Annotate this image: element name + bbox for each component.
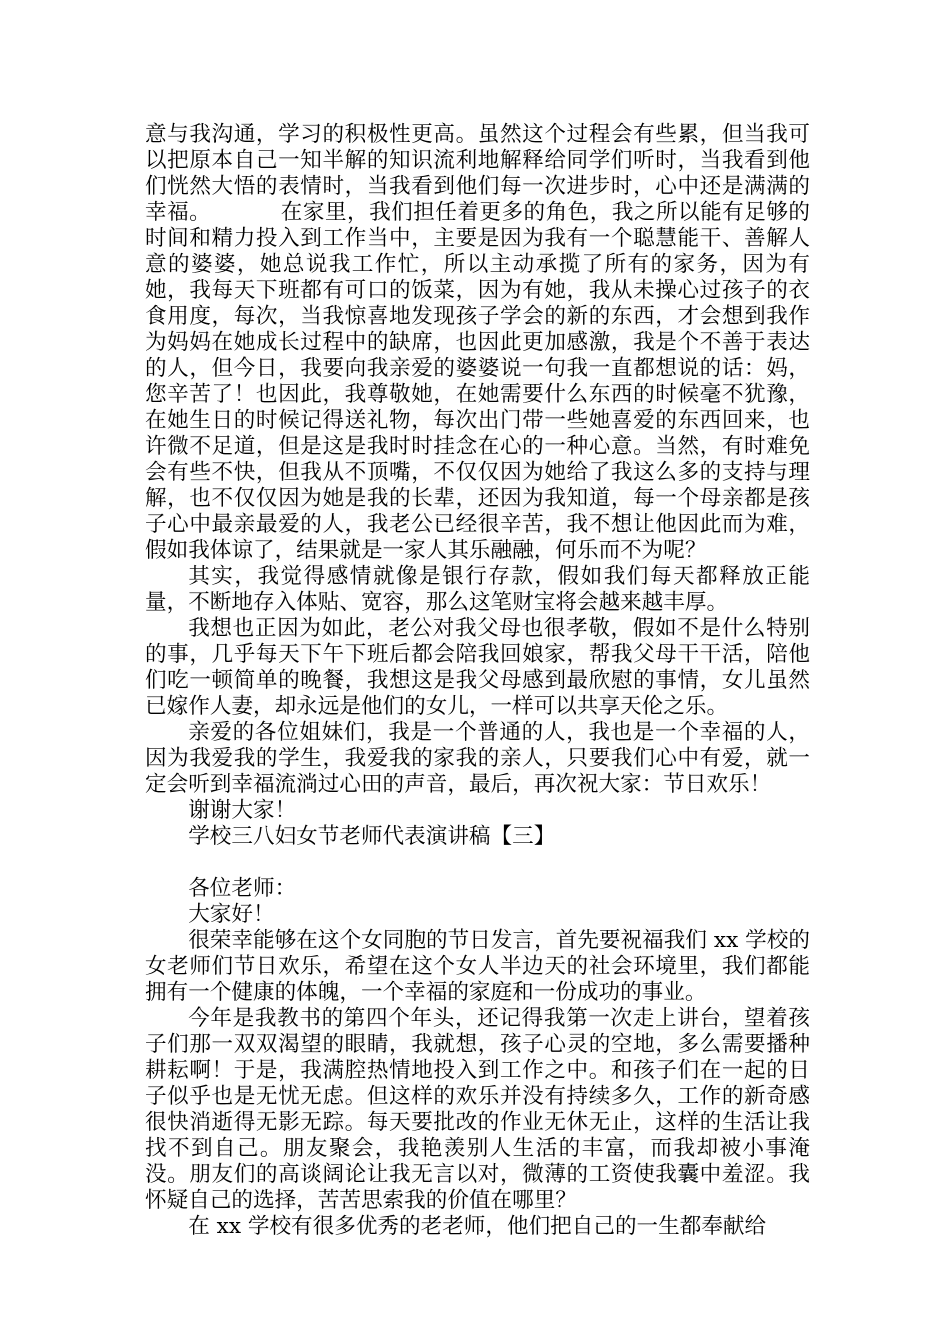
paragraph-closing: 亲爱的各位姐妹们，我是一个普通的人，我也是一个幸福的人，因为我爱我的学生，我爱我的家我的亲人，只要我们心中有爱，就一定会听到幸福流淌过心田的声音，最后，再次祝大家：节日欢乐！ [145,720,810,797]
paragraph-continuation [145,122,810,564]
paragraph-family-text: 在家里，我们担任着更多的角色，我之所以能有足够的时间和精力投入到工作当中，主要是因为我有一个聪慧能干、善解人意的婆婆，她总说我工作忙，所以主动承揽了所有的家务，因为有她，我每天下班都有可口的饭菜，因为有她，我从未操心过孩子的衣食用度，每次，当我惊喜地发现孩子学会的新的东西，才会想到我作为妈妈在她成长过程中的缺席，也因此更加感激，我是个不善于表达的人，但今日，我要向我亲爱的婆婆说一句我一直都想说的话：妈，您辛苦了！也因此，我尊敬她，在她需要什么东西的时候毫不犹豫，在她生日的时候记得送礼物，每次出门带一些她喜爱的东西回来，也许微不足道，但是这是我时时挂念在心的一种心意。当然，有时难免会有些不快，但我从不顶嘴，不仅仅因为她给了我这么多的支持与理解，也不仅仅因为她是我的长辈，还因为我知道，每一个母亲都是孩子心中最亲最爱的人，我老公已经很辛苦，我不想让他因此而为难，假如我体谅了，结果就是一家人其乐融融，何乐而不为呢？ [145,200,810,563]
paragraph-parents: 我想也正因为如此，老公对我父母也很孝敬，假如不是什么特别的事，几乎每天下午下班后都会陪我回娘家，帮我父母干干活，陪他们吃一顿简单的晚餐，我想这是我父母感到最欣慰的事情，女儿虽然已嫁作人妻，却永远是他们的女儿，一样可以共享天伦之乐。 [145,616,810,719]
paragraph-teachers: 在 xx 学校有很多优秀的老老师，他们把自己的一生都奉献给 [188,1214,767,1239]
blank-line [145,850,810,876]
document-body [145,122,810,1240]
salutation: 各位老师： [188,876,297,901]
greeting: 大家好！ [188,902,275,927]
thanks-line: 谢谢大家！ [188,798,297,823]
paragraph-teaching: 今年是我教书的第四个年头，还记得我第一次走上讲台，望着孩子们那一双双渴望的眼睛，我就想，孩子心灵的空地，多么需要播种耕耘啊！于是，我满腔热情地投入到工作之中。和孩子们在一起的日子似乎也是无忧无虑。但这样的欢乐并没有持续多久，工作的新奇感很快消逝得无影无踪。每天要批改的作业无休无止，这样的生活让我找不到自己。朋友聚会，我艳羡别人生活的丰富，而我却被小事淹没。朋友们的高谈阔论让我无言以对，微薄的工资使我囊中羞涩。我怀疑自己的选择，苦苦思索我的价值在哪里？ [145,1006,810,1213]
paragraph-honor: 很荣幸能够在这个女同胞的节日发言，首先要祝福我们 xx 学校的女老师们节日欢乐，希望在这个女人半边天的社会环境里，我们都能拥有一个健康的体魄，一个幸福的家庭和一份成功的事业。 [145,928,810,1005]
section-title: 学校三八妇女节老师代表演讲稿【三】 [188,824,556,849]
paragraph-continuation-text: 意与我沟通，学习的积极性更高。虽然这个过程会有些累，但当我可以把原本自己一知半解的知识流利地解释给同学们听时，当我看到他们恍然大悟的表情时，当我看到他们每一次进步时，心中还是满满的幸福。 [145,122,810,225]
paragraph-savings: 其实，我觉得感情就像是银行存款，假如我们每天都释放正能量，不断地存入体贴、宽容，那么这笔财宝将会越来越丰厚。 [145,564,810,615]
